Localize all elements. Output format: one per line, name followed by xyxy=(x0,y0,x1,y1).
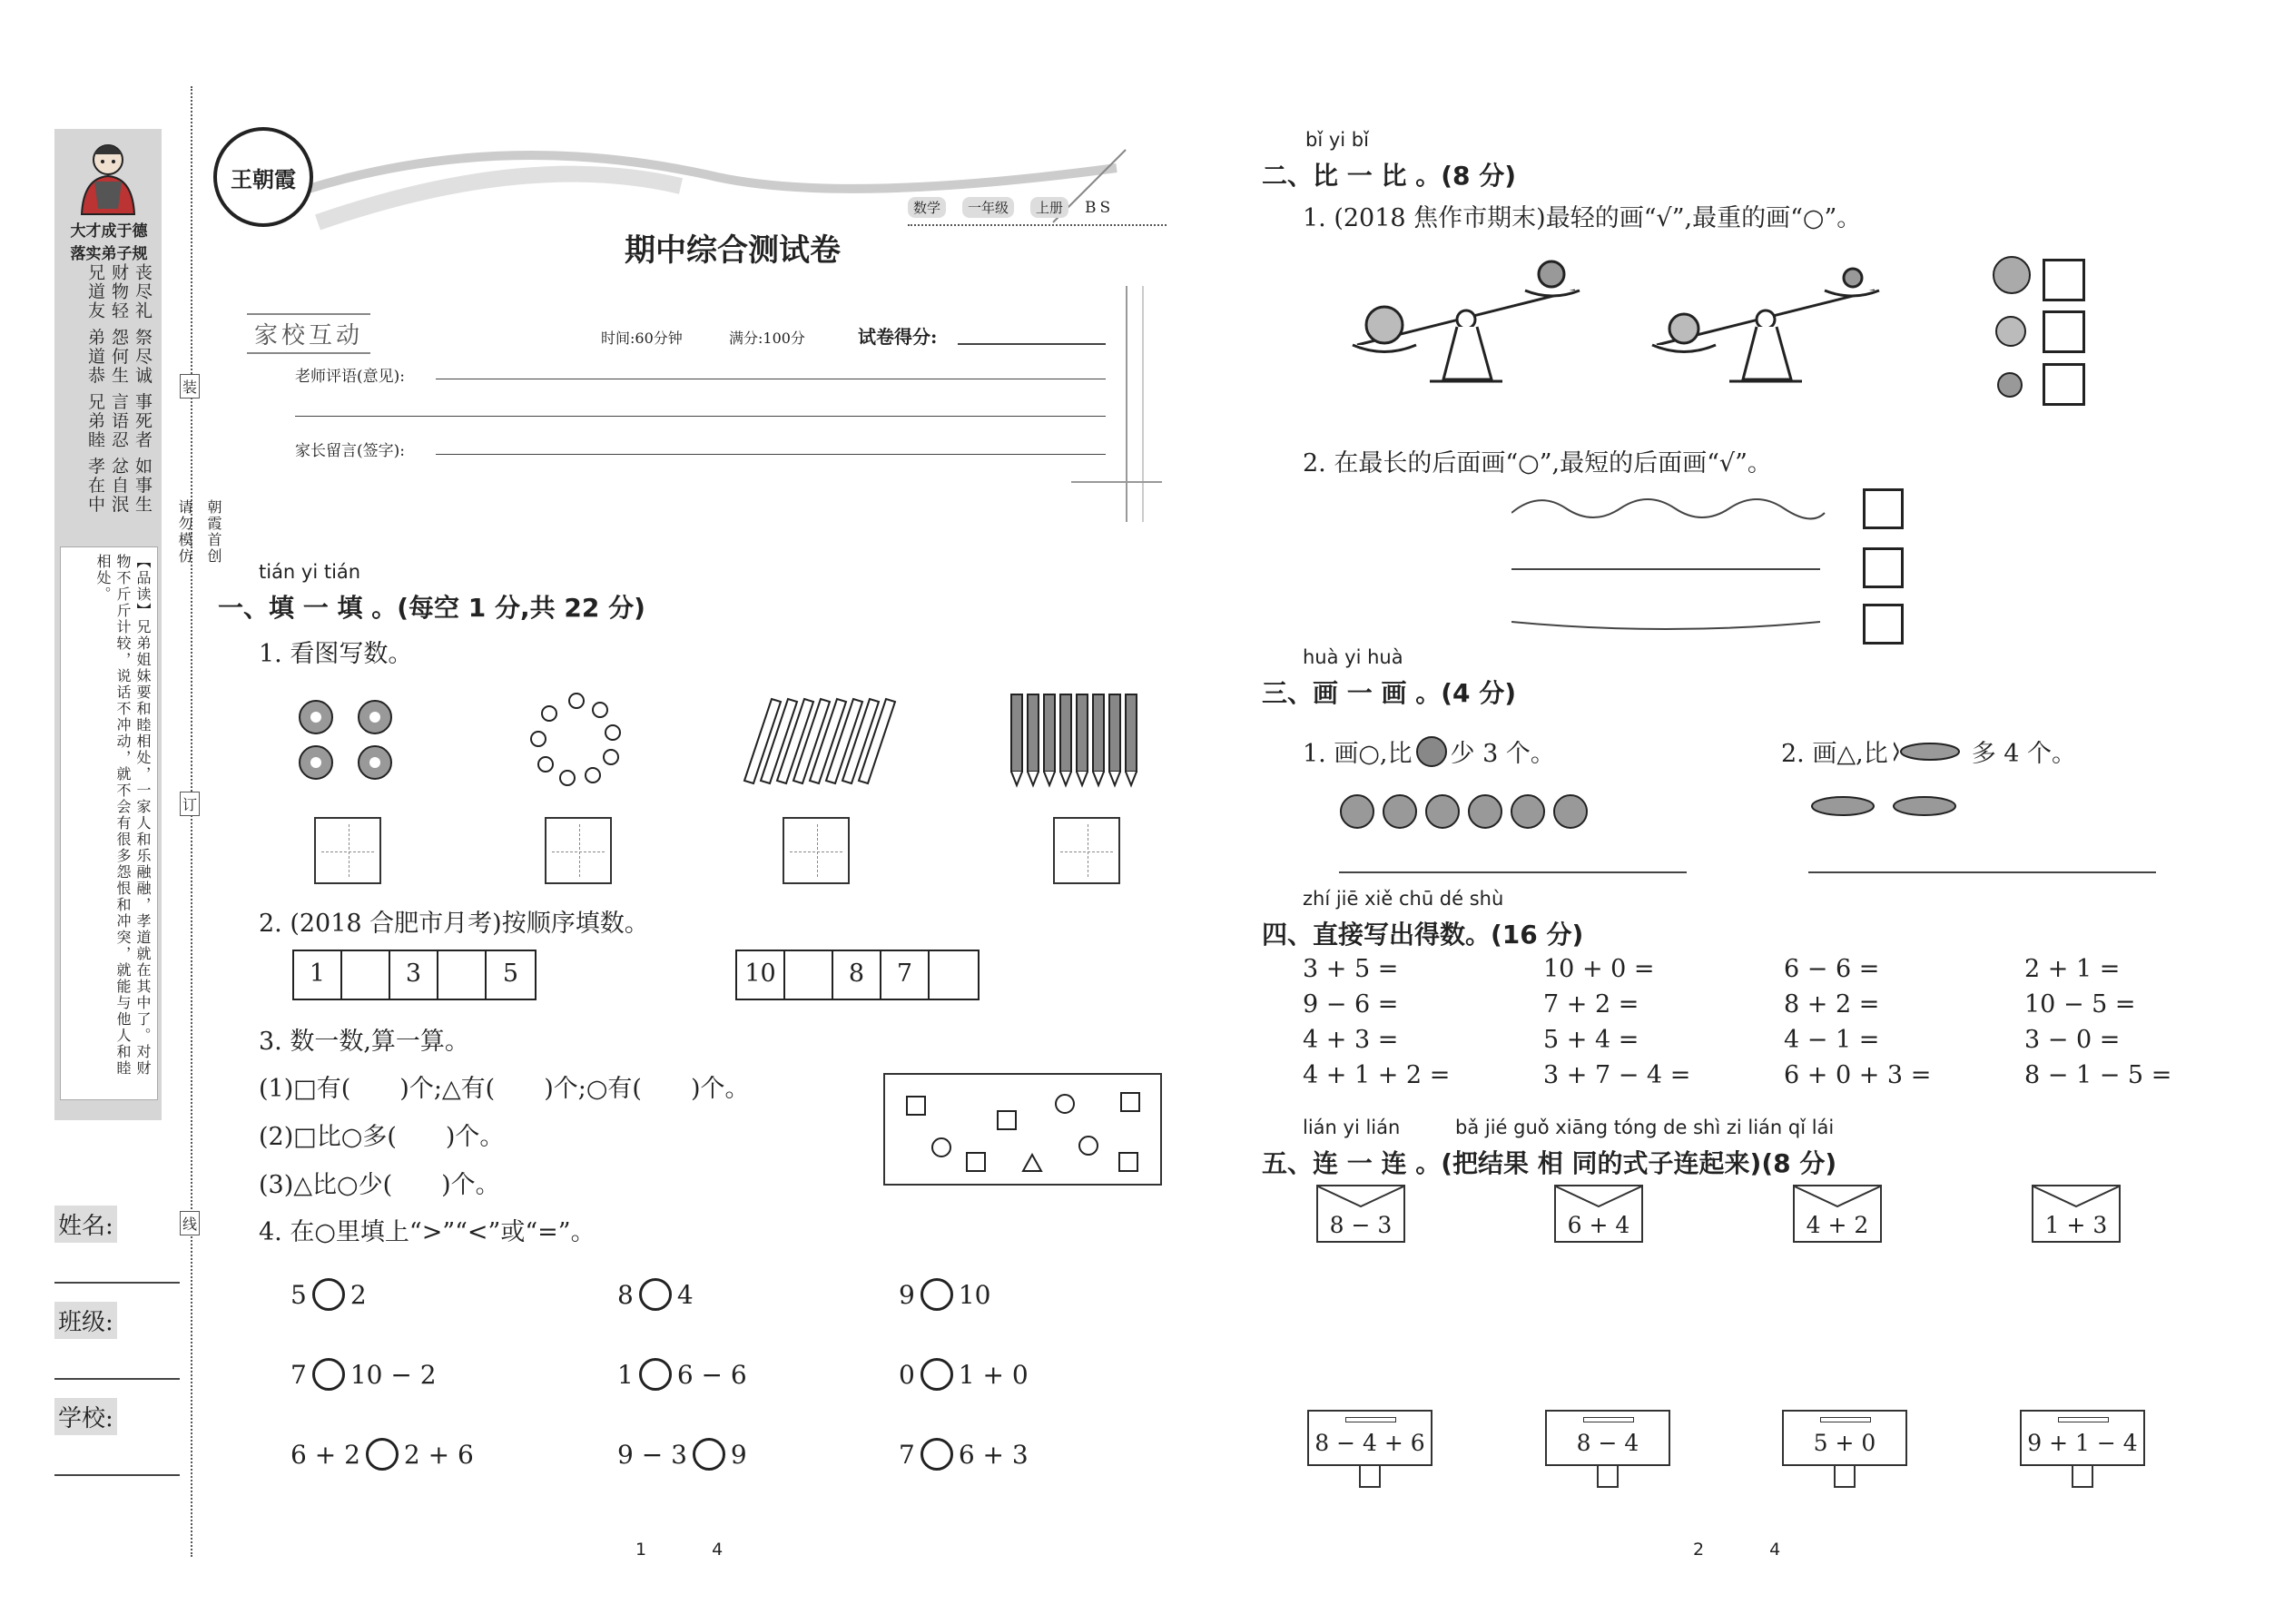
calc-item[interactable]: 8 − 1 − 5 = xyxy=(2024,1061,2172,1089)
grade-tag: 一年级 xyxy=(962,197,1014,218)
compare-item: 9 − 3 9 xyxy=(617,1439,747,1470)
s3-q2-text: 2. 画△,比 xyxy=(1781,740,1888,768)
cut-label: 订 xyxy=(180,792,200,816)
jiaxiao-badge: 家校互动 xyxy=(247,313,370,354)
s2-q2: 2. 在最长的后面画“○”,最短的后面画“√”。 xyxy=(1303,449,1772,477)
s2-pinyin: bǐ yi bǐ xyxy=(1305,129,1369,151)
s1-q2: 2. (2018 合肥市月考)按顺序填数。 xyxy=(259,910,649,938)
answer-square[interactable] xyxy=(2043,259,2085,301)
answer-box[interactable] xyxy=(783,817,850,884)
sequence-cell[interactable] xyxy=(342,951,390,999)
envelope-expr: 8 − 3 xyxy=(1329,1212,1393,1238)
full-score-info: 满分:100分 xyxy=(729,330,805,347)
mailbox-expr: 8 − 4 + 6 xyxy=(1314,1430,1425,1456)
s1-q3c: (3)△比○少( )个。 xyxy=(259,1171,500,1199)
answer-square[interactable] xyxy=(1863,488,1904,529)
calc-item[interactable]: 4 + 3 = xyxy=(1303,1026,1399,1054)
time-info: 时间:60分钟 xyxy=(601,330,683,347)
poem-text: 丧尽礼 祭尽诚 事死者 如事生 财物轻 怨何生 言语忍 忿自泯 兄道友 弟道恭 兄弟睦 孝在中 xyxy=(85,263,153,515)
compare-item: 6 + 2 2 + 6 xyxy=(290,1439,474,1470)
compare-item: 5 2 xyxy=(290,1279,367,1310)
calc-item[interactable]: 8 + 2 = xyxy=(1784,990,1880,1019)
subject-tag: 数学 xyxy=(908,197,946,218)
mailbox-stand xyxy=(1597,1466,1619,1488)
motto-line: 大才成于德 xyxy=(70,222,148,241)
compare-item: 1 6 − 6 xyxy=(617,1359,747,1390)
side-note: 请勿模仿 xyxy=(176,499,193,565)
sequence-cell[interactable]: 1 xyxy=(294,951,342,999)
pencils-icon xyxy=(1008,690,1144,790)
s3-q1-text: 1. 画○,比 xyxy=(1303,740,1413,768)
answer-square[interactable] xyxy=(2043,363,2085,406)
compare-circle[interactable] xyxy=(921,1358,953,1391)
compare-circle[interactable] xyxy=(639,1278,672,1311)
s1-title: 一、填 一 填 。(每空 1 分,共 22 分) xyxy=(218,593,645,623)
sequence-cell[interactable]: 3 xyxy=(390,951,438,999)
school-field[interactable] xyxy=(54,1474,180,1476)
class-label: 班级: xyxy=(54,1302,117,1339)
cut-label: 线 xyxy=(180,1211,200,1235)
compare-item: 9 10 xyxy=(899,1279,991,1310)
mailbox[interactable] xyxy=(1545,1410,1670,1466)
compare-circle[interactable] xyxy=(312,1278,345,1311)
cut-line xyxy=(191,86,192,1557)
drawing-line[interactable] xyxy=(1339,871,1687,873)
compare-circle[interactable] xyxy=(921,1278,953,1311)
sticks-icon xyxy=(735,694,908,785)
score-field[interactable] xyxy=(958,343,1106,345)
s4-title: 四、直接写出得数。(16 分) xyxy=(1262,920,1584,950)
parent-comment-label: 家长留言(签字): xyxy=(295,442,405,460)
calc-item[interactable]: 10 − 5 = xyxy=(2024,990,2136,1019)
shrimps-row xyxy=(1807,788,1970,824)
shapes-box xyxy=(883,1073,1162,1186)
class-field[interactable] xyxy=(54,1378,180,1380)
calc-item[interactable]: 7 + 2 = xyxy=(1543,990,1639,1019)
beads-icon xyxy=(529,692,625,787)
name-field[interactable] xyxy=(54,1282,180,1284)
term-tag: 上册 xyxy=(1030,197,1068,218)
calc-item[interactable]: 6 + 0 + 3 = xyxy=(1784,1061,1932,1089)
flowers-icon xyxy=(289,694,407,785)
s5-pinyin-2: bǎ jié guǒ xiāng tóng de shì zi lián qǐ lái xyxy=(1455,1117,1835,1138)
calc-item[interactable]: 3 + 5 = xyxy=(1303,955,1399,983)
header-frame-h xyxy=(1071,481,1162,483)
answer-box[interactable] xyxy=(545,817,612,884)
calc-item[interactable]: 5 + 4 = xyxy=(1543,1026,1639,1054)
fruit-icon xyxy=(1995,316,2026,347)
calc-item[interactable]: 4 − 1 = xyxy=(1784,1026,1880,1054)
sequence-cell[interactable]: 8 xyxy=(833,951,881,999)
edition-tag: BS xyxy=(1085,198,1115,217)
mailbox-expr: 8 − 4 xyxy=(1576,1430,1639,1456)
s3-title: 三、画 一 画 。(4 分) xyxy=(1262,678,1517,708)
shapes-figure xyxy=(885,1075,1160,1184)
compare-circle[interactable] xyxy=(921,1438,953,1471)
mailbox-expr: 5 + 0 xyxy=(1813,1430,1876,1456)
teacher-comment-label: 老师评语(意见): xyxy=(295,368,405,386)
balance-scale-icon xyxy=(1648,254,1893,399)
lines-figure xyxy=(1511,486,1834,649)
cut-label: 装 xyxy=(180,374,200,399)
brand-name: 王朝霞 xyxy=(231,165,296,192)
apple-icon xyxy=(1416,736,1447,767)
calc-item[interactable]: 10 + 0 = xyxy=(1543,955,1655,983)
page-number: 2 xyxy=(1693,1540,1705,1560)
calc-item[interactable]: 4 + 1 + 2 = xyxy=(1303,1061,1451,1089)
compare-item: 7 10 − 2 xyxy=(290,1359,437,1390)
answer-box[interactable] xyxy=(1053,817,1120,884)
envelope[interactable] xyxy=(1554,1185,1643,1243)
page-number: 1 xyxy=(635,1540,647,1560)
vegetable-icon xyxy=(1993,256,2031,294)
brand-logo xyxy=(213,127,313,227)
s5-title: 五、连 一 连 。(把结果 相 同的式子连起来)(8 分) xyxy=(1262,1148,1837,1178)
s1-pinyin: tián yi tián xyxy=(259,561,361,583)
s2-q1: 1. (2018 焦作市期末)最轻的画“√”,最重的画“○”。 xyxy=(1303,204,1862,232)
s1-q4: 4. 在○里填上“>”“<”或“=”。 xyxy=(259,1218,596,1246)
calc-item[interactable]: 9 − 6 = xyxy=(1303,990,1399,1019)
mascot-icon xyxy=(64,136,153,216)
page-total: 4 xyxy=(712,1540,724,1560)
compare-circle[interactable] xyxy=(639,1358,672,1391)
envelope[interactable] xyxy=(1793,1185,1882,1243)
calc-item[interactable]: 3 + 7 − 4 = xyxy=(1543,1061,1691,1089)
compare-circle[interactable] xyxy=(312,1358,345,1391)
mailbox-stand xyxy=(1359,1466,1381,1488)
sequence-cell[interactable] xyxy=(785,951,833,999)
calc-item[interactable]: 6 − 6 = xyxy=(1784,955,1880,983)
sequence-cell[interactable]: 5 xyxy=(502,960,519,988)
score-label: 试卷得分: xyxy=(858,326,938,348)
motto-line: 落实弟子规 xyxy=(70,245,148,263)
compare-item: 8 4 xyxy=(617,1279,694,1310)
s1-q3b: (2)□比○多( )个。 xyxy=(259,1123,505,1151)
envelope[interactable] xyxy=(2032,1185,2121,1243)
shrimp-icon xyxy=(1894,738,1966,765)
s3-pinyin: huà yi huà xyxy=(1303,646,1403,668)
envelope-expr: 4 + 2 xyxy=(1806,1212,1869,1238)
sequence-cell[interactable]: 7 xyxy=(881,951,930,999)
page-total: 4 xyxy=(1769,1540,1781,1560)
calc-item[interactable]: 3 − 0 = xyxy=(2024,1026,2121,1054)
s2-title: 二、比 一 比 。(8 分) xyxy=(1262,161,1517,191)
s3-q1-text-end: 少 3 个。 xyxy=(1450,740,1555,768)
answer-square[interactable] xyxy=(1863,547,1904,588)
compare-item: 7 6 + 3 xyxy=(899,1439,1029,1470)
mailbox-stand xyxy=(2072,1466,2093,1488)
answer-square[interactable] xyxy=(2043,310,2085,353)
drawing-line[interactable] xyxy=(1808,871,2156,873)
mailbox[interactable] xyxy=(1782,1410,1907,1466)
sequence-row-2 xyxy=(735,950,980,1000)
mailbox-stand xyxy=(1834,1466,1856,1488)
calc-item[interactable]: 2 + 1 = xyxy=(2024,955,2121,983)
teacher-comment-line-2[interactable] xyxy=(295,416,1106,417)
envelope-expr: 1 + 3 xyxy=(2044,1212,2108,1238)
s1-q3: 3. 数一数,算一算。 xyxy=(259,1028,469,1056)
parent-comment-line[interactable] xyxy=(436,454,1106,455)
answer-square[interactable] xyxy=(1863,604,1904,645)
school-label: 学校: xyxy=(54,1398,117,1435)
envelope-expr: 6 + 4 xyxy=(1567,1212,1630,1238)
sequence-row-1 xyxy=(292,950,537,1000)
eggplant-icon xyxy=(1997,372,2023,398)
mailbox-expr: 9 + 1 − 4 xyxy=(2027,1430,2138,1456)
sequence-cell[interactable] xyxy=(930,951,978,999)
s3-q2-text-end: 多 4 个。 xyxy=(1971,740,2077,768)
answer-box[interactable] xyxy=(314,817,381,884)
tag-line xyxy=(908,224,1167,226)
header-frame xyxy=(1126,286,1144,522)
envelope[interactable] xyxy=(1316,1185,1405,1243)
apples-row xyxy=(1339,790,1620,830)
mailbox[interactable] xyxy=(2020,1410,2145,1466)
sequence-cell[interactable] xyxy=(438,951,487,999)
page-title: 期中综合测试卷 xyxy=(625,232,841,269)
side-note: 朝霞首创 xyxy=(205,499,222,565)
s5-pinyin-1: lián yi lián xyxy=(1303,1117,1401,1138)
compare-circle[interactable] xyxy=(366,1438,399,1471)
mailbox[interactable] xyxy=(1307,1410,1433,1466)
reading-text: 【品读】兄弟姐妹要和睦相处，一家人和乐融融，孝道就在其中了。对财物不斤斤计较，说话不冲动，就不会有很多怨恨和冲突，就能与他人和睦相处。 xyxy=(94,554,152,1077)
s1-q1: 1. 看图写数。 xyxy=(259,640,413,668)
sequence-cell[interactable]: 10 xyxy=(737,951,785,999)
balance-scale-icon xyxy=(1348,254,1593,399)
s1-q3a: (1)□有( )个;△有( )个;○有( )个。 xyxy=(259,1075,750,1103)
compare-circle[interactable] xyxy=(693,1438,725,1471)
name-label: 姓名: xyxy=(54,1206,117,1243)
calc-grid xyxy=(1303,955,2220,1089)
s4-pinyin: zhí jiē xiě chū dé shù xyxy=(1303,888,1504,910)
compare-item: 0 1 + 0 xyxy=(899,1359,1029,1390)
